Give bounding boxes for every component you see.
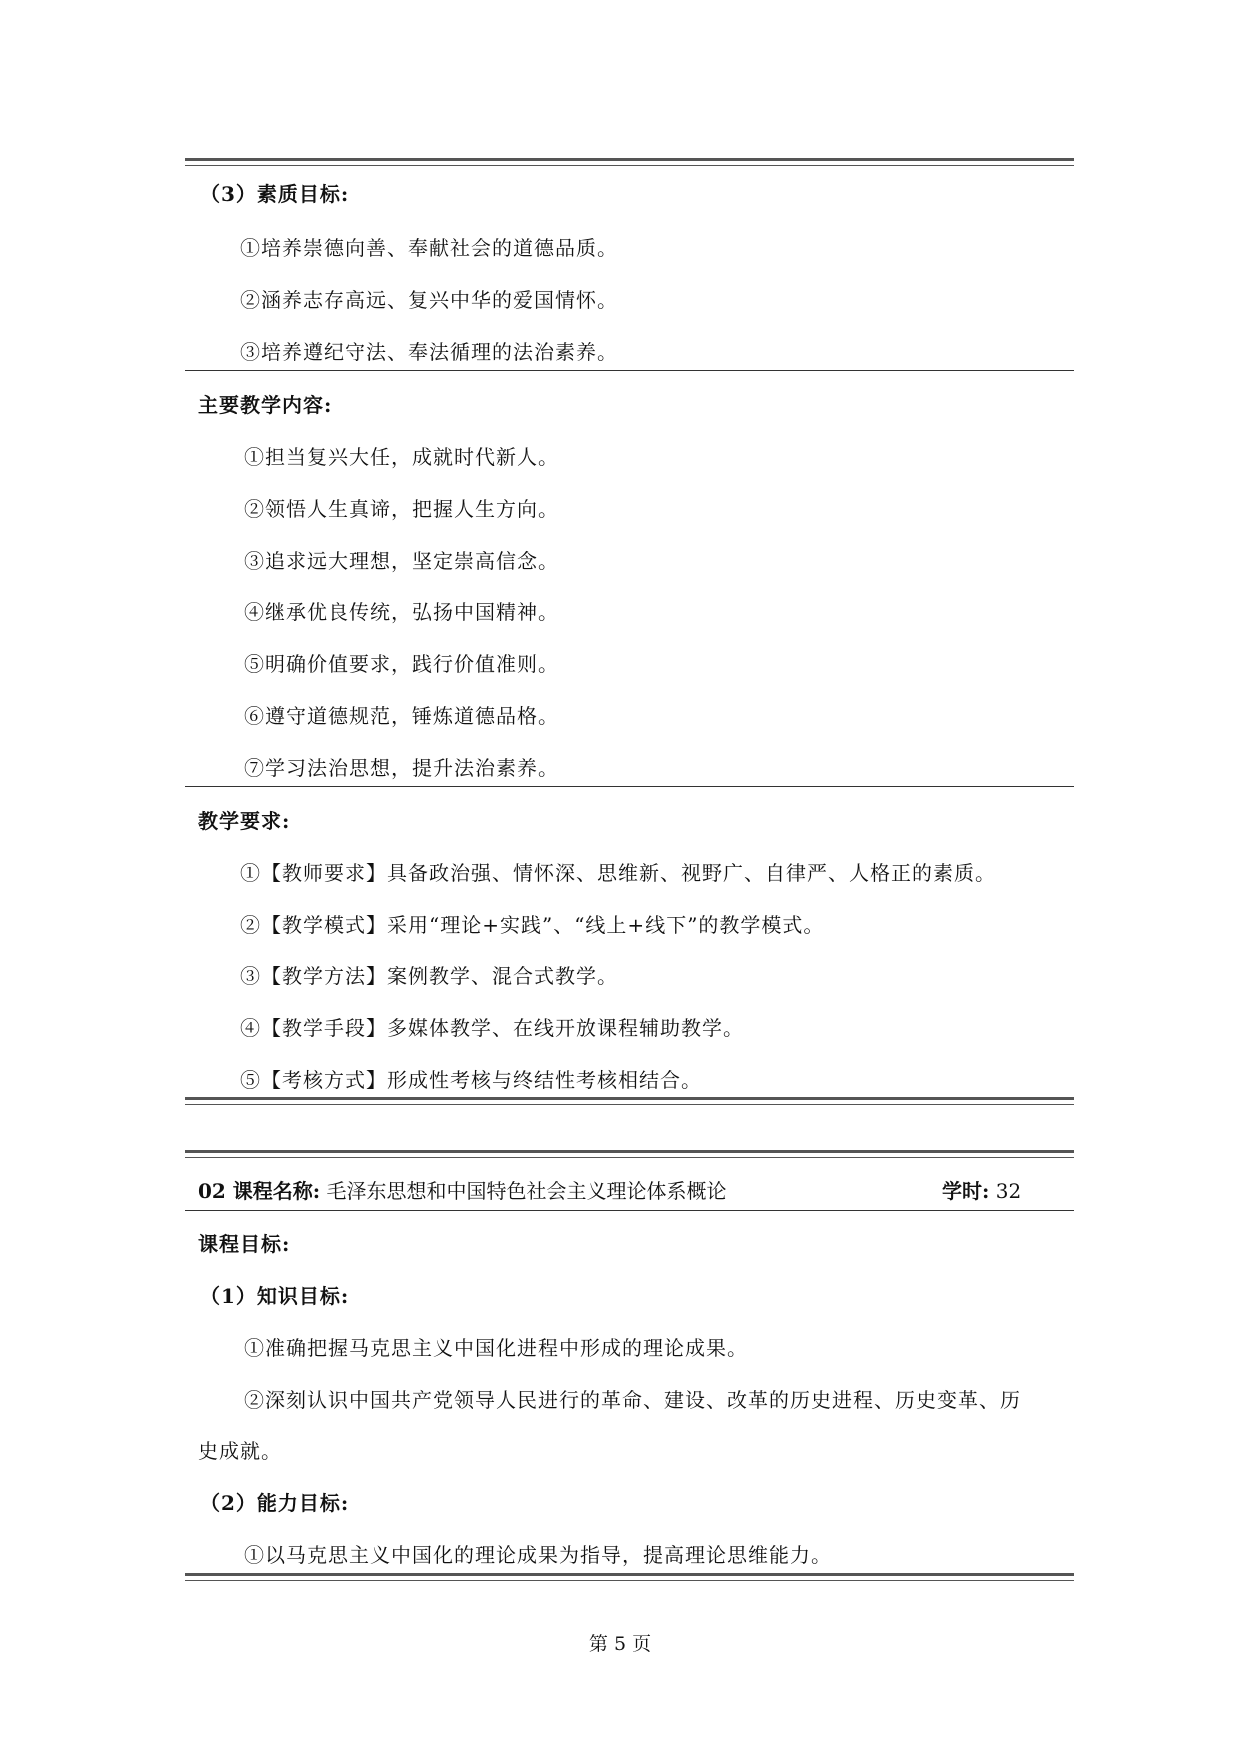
top-double-rule [185,158,1074,166]
requirement-item-1: ①【教师要求】具备政治强、情怀深、思维新、视野广、自律严、人格正的素质。 [240,861,996,885]
page-number: 第 5 页 [588,1633,652,1655]
divider-rule [185,370,1074,371]
course-title-row [198,1178,1058,1204]
content-item-4: ④继承优良传统，弘扬中国精神。 [244,600,559,624]
knowledge-item-2-line-2: 史成就。 [198,1439,282,1463]
divider-rule [185,786,1074,787]
content-item-6: ⑥遵守道德规范，锤炼道德品格。 [244,704,559,728]
hours-value: 32 [995,1179,1022,1203]
content-item-1: ①担当复兴大任，成就时代新人。 [244,445,559,469]
hours-label: 学时: [942,1179,990,1203]
course-objectives-heading: 课程目标: [198,1232,291,1256]
requirements-heading: 教学要求: [198,809,291,833]
course-name-label: 02 课程名称: [198,1179,321,1203]
section-end-double-rule [185,1097,1074,1105]
quality-item-1: ①培养崇德向善、奉献社会的道德品质。 [240,236,618,260]
content-item-5: ⑤明确价值要求，践行价值准则。 [244,652,559,676]
course-start-double-rule [185,1150,1074,1158]
content-item-2: ②领悟人生真谛，把握人生方向。 [244,497,559,521]
requirement-item-4: ④【教学手段】多媒体教学、在线开放课程辅助教学。 [240,1016,744,1040]
course-name: 毛泽东思想和中国特色社会主义理论体系概论 [326,1179,727,1203]
ability-objectives-heading: （2）能力目标: [200,1491,350,1515]
divider-rule [185,1210,1074,1211]
requirement-item-3: ③【教学方法】案例教学、混合式教学。 [240,964,618,988]
knowledge-objectives-heading: （1）知识目标: [200,1284,350,1308]
knowledge-item-2-line-1: ②深刻认识中国共产党领导人民进行的革命、建设、改革的历史进程、历史变革、历 [244,1388,1021,1412]
requirement-item-5: ⑤【考核方式】形成性考核与终结性考核相结合。 [240,1068,702,1092]
requirement-item-2: ②【教学模式】采用“理论+实践”、“线上+线下”的教学模式。 [240,913,825,937]
content-item-7: ⑦学习法治思想，提升法治素养。 [244,756,559,780]
quality-item-2: ②涵养志存高远、复兴中华的爱国情怀。 [240,288,618,312]
quality-item-3: ③培养遵纪守法、奉法循理的法治素养。 [240,340,618,364]
bottom-double-rule [185,1573,1074,1581]
knowledge-item-1: ①准确把握马克思主义中国化进程中形成的理论成果。 [244,1336,748,1360]
main-content-heading: 主要教学内容: [198,393,333,417]
quality-objectives-heading: （3）素质目标: [200,182,350,206]
content-item-3: ③追求远大理想，坚定崇高信念。 [244,549,559,573]
ability-item-1: ①以马克思主义中国化的理论成果为指导，提高理论思维能力。 [244,1543,832,1567]
course-hours [942,1178,1021,1204]
